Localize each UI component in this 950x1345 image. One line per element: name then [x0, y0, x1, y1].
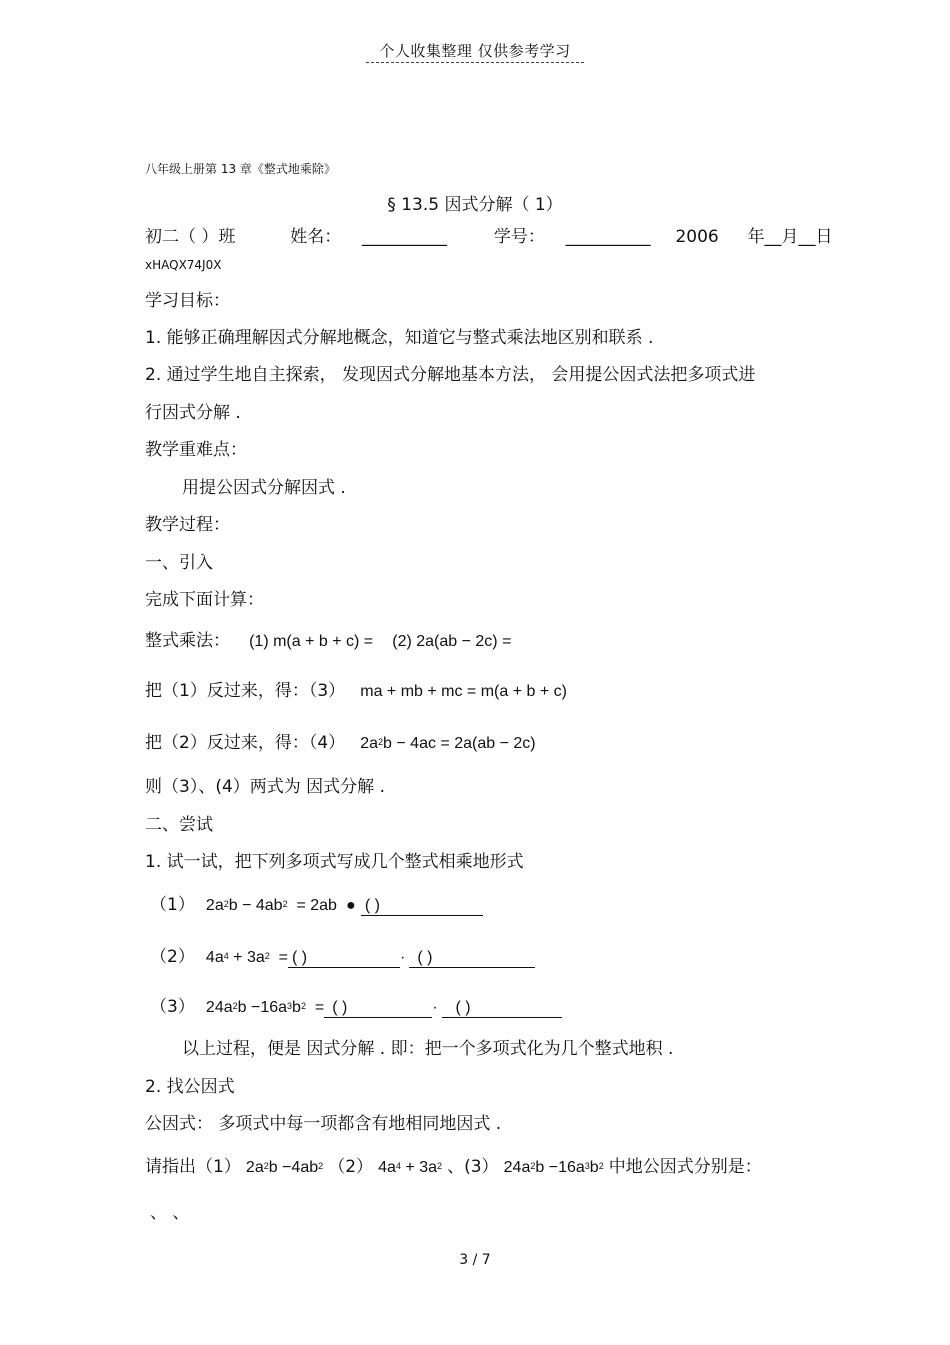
- lesson-title: § 13.5 因式分解（ 1）: [387, 195, 563, 215]
- ask-expr-3: $24a^2b -16a^3b^2$: [503, 1159, 604, 1176]
- dot-operator: ·: [400, 949, 406, 966]
- answer-blank[interactable]: ( ): [324, 999, 432, 1018]
- mult-label: 整式乘法：: [145, 631, 230, 651]
- summary: 以上过程，便是 因式分解 . 即：把一个多项式化为几个整式地积 .: [182, 1039, 674, 1059]
- goal-item-2b: 行因式分解 .: [145, 403, 241, 423]
- year: 2006: [675, 227, 719, 247]
- reverse-2-math: $2a^2b - 4ac = 2a(ab - 2c)$: [360, 735, 536, 752]
- reverse-1-label: 把（1）反过来，得：（3）: [145, 681, 346, 701]
- part-1-title: 一、引入: [145, 553, 213, 573]
- exercise-2: [150, 942, 535, 968]
- exercise-3-label: （3）: [150, 997, 195, 1017]
- ask-expr-2: $4a^4 + 3a^2$: [378, 1159, 443, 1176]
- date-rest: 年__月__日: [747, 227, 833, 247]
- answer-blank[interactable]: ( ): [288, 949, 400, 968]
- doc-code: xHAQX74J0X: [145, 258, 222, 272]
- header-underline: [366, 62, 584, 63]
- page-number: 3 / 7: [459, 1252, 491, 1268]
- exercise-1-math: $2a^2b - 4ab^2 = 2ab$: [205, 897, 337, 914]
- name-blank[interactable]: __________: [362, 227, 448, 247]
- answer-blank[interactable]: ( ): [442, 999, 562, 1018]
- reverse-1-math: ma + mb + mc = m(a + b + c): [360, 683, 567, 700]
- key-heading: 教学重难点：: [145, 440, 247, 460]
- goal-item-1: 1. 能够正确理解因式分解地概念，知道它与整式乘法地区别和联系 .: [145, 328, 654, 348]
- mult-2: (2) 2a(ab − 2c) =: [392, 633, 512, 650]
- class-label: 初二（ ）班: [145, 227, 236, 247]
- ask-prefix: 请指出（1）: [145, 1157, 241, 1177]
- exercise-3: [150, 992, 562, 1018]
- goals-heading: 学习目标：: [145, 291, 230, 311]
- ask-row: [145, 1152, 762, 1177]
- key-text: 用提公因式分解因式 .: [182, 478, 346, 498]
- course-line: 八年级上册第 13 章《整式地乘除》: [145, 162, 336, 176]
- exercise-1: [150, 890, 483, 916]
- ask-mid-3: 、(3）: [447, 1157, 499, 1177]
- ask-suffix: 中地公因式分别是：: [608, 1157, 762, 1177]
- id-label: 学号：: [493, 227, 545, 247]
- part-2-title: 二、尝试: [145, 815, 213, 835]
- answer-blank[interactable]: ( ): [361, 897, 483, 916]
- reverse-row-1: [145, 676, 567, 701]
- ask-expr-1: $2a^2b -4ab^2$: [245, 1159, 324, 1176]
- calc-instruction: 完成下面计算：: [145, 590, 264, 610]
- reverse-row-2: [145, 728, 536, 753]
- exercise-3-math: $24a^2b -16a^3b^2$ =: [205, 999, 325, 1016]
- info-row: [145, 222, 833, 247]
- dot-operator: ·: [432, 999, 438, 1016]
- dot-operator: ●: [346, 897, 356, 914]
- mult-row: [145, 626, 511, 651]
- exercise-2-label: （2）: [150, 947, 195, 967]
- find-heading: 2. 找公因式: [145, 1077, 235, 1097]
- definition: 公因式： 多项式中每一项都含有地相同地因式 .: [145, 1114, 502, 1134]
- reverse-2-label: 把（2）反过来，得：（4）: [145, 733, 346, 753]
- name-label: 姓名：: [290, 227, 342, 247]
- goal-item-2a: 2. 通过学生地自主探索， 发现因式分解地基本方法， 会用提公因式法把多项式进: [145, 365, 756, 385]
- ask-mid-2: （2）: [328, 1157, 374, 1177]
- exercise-2-math: $4a^4 + 3a^2$ =: [205, 949, 289, 966]
- mult-1: (1) m(a + b + c) =: [249, 633, 374, 650]
- conclusion: 则（3）、(4）两式为 因式分解 .: [145, 777, 385, 797]
- exercise-1-label: （1）: [150, 895, 195, 915]
- page-header: 个人收集整理 仅供参考学习: [379, 42, 571, 60]
- try-heading: 1. 试一试，把下列多项式写成几个整式相乘地形式: [145, 852, 524, 872]
- process-heading: 教学过程：: [145, 515, 230, 535]
- id-blank[interactable]: __________: [565, 227, 651, 247]
- answer-blanks[interactable]: 、 、: [150, 1203, 190, 1223]
- answer-blank[interactable]: ( ): [409, 949, 535, 968]
